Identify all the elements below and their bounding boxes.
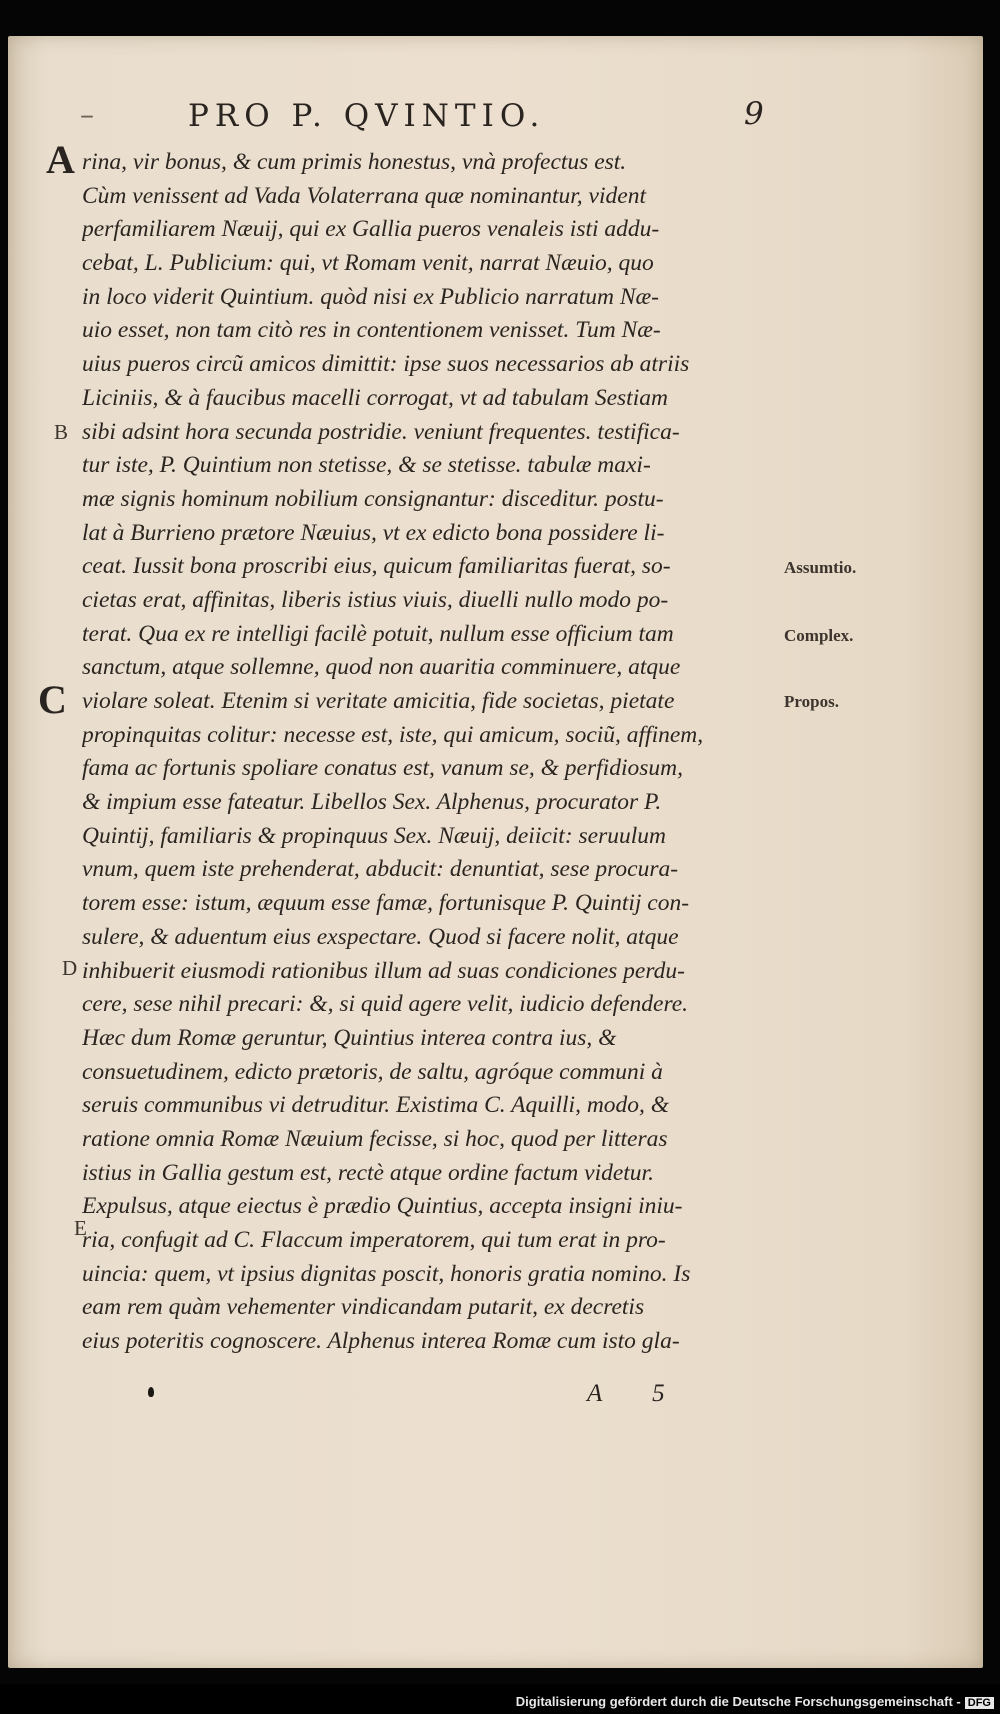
book-page: [8, 36, 983, 1668]
section-letter-c: C: [38, 677, 67, 722]
ink-blot: [148, 1387, 154, 1397]
margin-note-propos: Propos.: [784, 692, 839, 711]
section-letter-b: B: [54, 420, 69, 444]
footer-credit-text: Digitalisierung gefördert durch die Deutsche Forschungsgemeinschaft -: [515, 1694, 961, 1709]
text-line: lat à Burrieno prætore Næuius, vt ex edicto bona possidere li-: [82, 519, 665, 546]
section-letter-d: D: [62, 956, 78, 980]
page-number: 9: [744, 96, 764, 132]
text-line: Liciniis, & à faucibus macelli corrogat, vt ad tabulam Sestiam: [82, 384, 668, 411]
text-line: torem esse: istum, æquum esse famæ, fortunisque P. Quintij con-: [82, 890, 690, 917]
footer-strip: [0, 1684, 1000, 1714]
text-line: consuetudinem, edicto prætoris, de saltu, agróque communi à: [82, 1058, 663, 1085]
text-line: uincia: quem, vt ipsius dignitas poscit, honoris gratia nomino. Is: [82, 1260, 691, 1287]
margin-note-assumtio: Assumtio.: [784, 558, 857, 577]
section-letter-e: E: [74, 1216, 87, 1240]
text-line: seruis communibus vi detruditur. Existima C. Aquilli, modo, &: [82, 1092, 670, 1119]
head-dash: –: [80, 98, 94, 131]
text-line: sibi adsint hora secunda postridie. veniunt frequentes. testifica-: [82, 418, 680, 445]
text-line: cietas erat, affinitas, liberis istius viuis, diuelli nullo modo po-: [82, 586, 669, 613]
text-line: sulere, & aduentum eius exspectare. Quod si facere nolit, atque: [82, 923, 679, 950]
text-line: uio esset, non tam citò res in contentionem venisset. Tum Næ-: [82, 317, 661, 344]
text-line: uius pueros circũ amicos dimittit: ipse suos necessarios ab atriis: [82, 351, 690, 378]
text-line: eius poteritis cognoscere. Alphenus interea Romæ cum isto gla-: [82, 1328, 680, 1355]
text-line: violare soleat. Etenim si veritate amicitia, fide societas, pietate: [82, 688, 675, 714]
footer-credit: [516, 1694, 994, 1709]
signature-mark: A 5: [587, 1380, 687, 1407]
text-line: istius in Gallia gestum est, rectè atque ordine factum videtur.: [82, 1159, 654, 1186]
text-line: Quintij, familiaris & propinquus Sex. Næuij, deiicit: seruulum: [82, 822, 667, 849]
text-line: tur iste, P. Quintium non stetisse, & se stetisse. tabulæ maxi-: [82, 452, 651, 479]
text-line: ceat. Iussit bona proscribi eius, quicum familiaritas fuerat, so-: [82, 553, 671, 580]
text-line: in loco viderit Quintium. quòd nisi ex Publicio narratum Næ-: [82, 283, 660, 310]
text-line: sanctum, atque sollemne, quod non auaritia comminuere, atque: [82, 654, 681, 681]
text-line: cere, sese nihil precari: &, si quid agere velit, iudicio defendere.: [82, 991, 689, 1018]
body-text: [82, 146, 782, 1359]
text-line: ratione omnia Romæ Næuium fecisse, si hoc, quod per litteras: [82, 1125, 668, 1152]
text-line: ria, confugit ad C. Flaccum imperatorem, qui tum erat in pro-: [82, 1227, 666, 1253]
text-line: perfamiliarem Næuij, qui ex Gallia pueros venaleis isti addu-: [82, 216, 660, 243]
text-line: inhibuerit eiusmodi rationibus illum ad suas condiciones perdu-: [82, 957, 685, 984]
text-line: eam rem quàm vehementer vindicandam putarit, ex decretis: [82, 1294, 645, 1321]
text-line: Hæc dum Romæ geruntur, Quintius interea contra ius, &: [82, 1024, 617, 1051]
text-line: mæ signis hominum nobilium consignantur: disceditur. postu-: [82, 485, 664, 512]
text-line: cebat, L. Publicium: qui, vt Romam venit, narrat Næuio, quo: [82, 250, 654, 277]
running-head: PRO P. QVINTIO.: [188, 98, 546, 134]
dfg-logo: DFG: [965, 1697, 994, 1709]
text-line: rina, vir bonus, & cum primis honestus, vnà profectus est.: [82, 149, 627, 175]
text-line: Expulsus, atque eiectus è prædio Quintius, accepta insigni iniu-: [82, 1193, 683, 1220]
text-line: & impium esse fateatur. Libellos Sex. Alphenus, procurator P.: [82, 789, 662, 816]
text-line: terat. Qua ex re intelligi facilè potuit, nullum esse officium tam: [82, 620, 674, 647]
text-line: propinquitas colitur: necesse est, iste, qui amicum, sociũ, affinem,: [82, 721, 704, 748]
text-line: Cùm venissent ad Vada Volaterrana quæ nominantur, vident: [82, 182, 646, 209]
text-line: fama ac fortunis spoliare conatus est, vanum se, & perfidiosum,: [82, 755, 683, 782]
margin-note-complex: Complex.: [784, 626, 854, 645]
text-line: vnum, quem iste prehenderat, abducit: denuntiat, sese procura-: [82, 856, 679, 883]
section-letter-a: A: [46, 137, 75, 182]
